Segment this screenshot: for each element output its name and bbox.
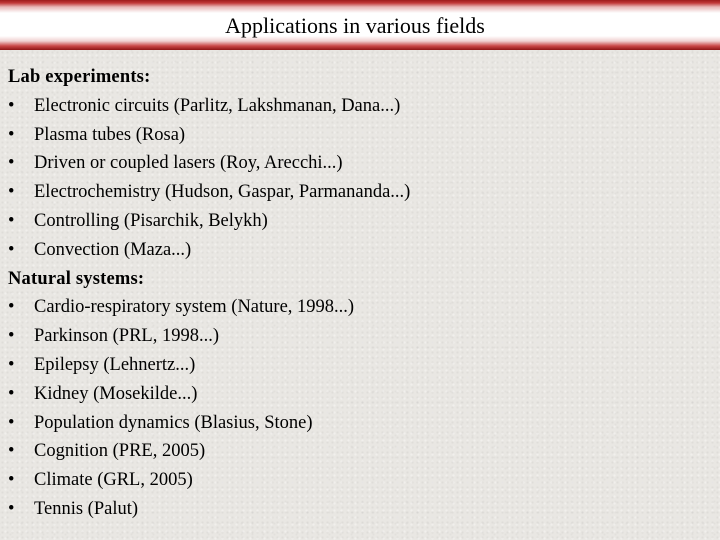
- list-item: [8, 495, 708, 524]
- list-item: [8, 380, 708, 409]
- bullet-icon: •: [8, 153, 15, 174]
- list-item: [8, 236, 708, 265]
- list-item-text: Electrochemistry (Hudson, Gaspar, Parmananda...): [34, 182, 411, 203]
- list-item-text: Driven or coupled lasers (Roy, Arecchi...): [34, 153, 343, 174]
- slide-title: Applications in various fields: [225, 13, 485, 38]
- list-item: [8, 207, 708, 236]
- list-item: [8, 92, 708, 121]
- bullet-icon: •: [8, 354, 15, 375]
- bullet-icon: •: [8, 239, 15, 260]
- bullet-icon: •: [8, 95, 15, 116]
- list-item-text: Convection (Maza...): [34, 239, 192, 260]
- list-item: [8, 466, 708, 495]
- list-item: [8, 437, 708, 466]
- list-item-text: Population dynamics (Blasius, Stone): [34, 412, 313, 433]
- bullet-icon: •: [8, 498, 15, 519]
- section-heading-lab-experiments: Lab experiments:: [8, 67, 151, 87]
- list-item: [8, 409, 708, 438]
- bullet-icon: •: [8, 297, 15, 318]
- bullet-icon: •: [8, 124, 15, 145]
- list-item-text: Plasma tubes (Rosa): [34, 124, 186, 145]
- list-item-text: Kidney (Mosekilde...): [34, 383, 198, 404]
- list-item-text: Parkinson (PRL, 1998...): [34, 326, 219, 347]
- list-item: [8, 149, 708, 178]
- list-item-text: Tennis (Palut): [34, 498, 139, 519]
- list-item-text: Epilepsy (Lehnertz...): [34, 354, 196, 375]
- list-item: [8, 121, 708, 150]
- bullet-icon: •: [8, 441, 15, 462]
- bullet-icon: •: [8, 412, 15, 433]
- list-item-text: Electronic circuits (Parlitz, Lakshmanan, Dana...): [34, 95, 401, 116]
- list-item: [8, 351, 708, 380]
- list-item: [8, 293, 708, 322]
- list-item: [8, 322, 708, 351]
- list-item-text: Controlling (Pisarchik, Belykh): [34, 210, 268, 231]
- bullet-icon: •: [8, 210, 15, 231]
- list-item-text: Cardio-respiratory system (Nature, 1998...): [34, 297, 355, 318]
- bullet-icon: •: [8, 326, 15, 347]
- list-item-text: Cognition (PRE, 2005): [34, 441, 206, 462]
- section-heading-natural-systems: Natural systems:: [8, 268, 145, 289]
- slide-content: [8, 63, 708, 524]
- bullet-icon: •: [8, 383, 15, 404]
- bullet-icon: •: [8, 470, 15, 491]
- list-item-text: Climate (GRL, 2005): [34, 470, 193, 491]
- bullet-icon: •: [8, 182, 15, 203]
- list-item: [8, 178, 708, 207]
